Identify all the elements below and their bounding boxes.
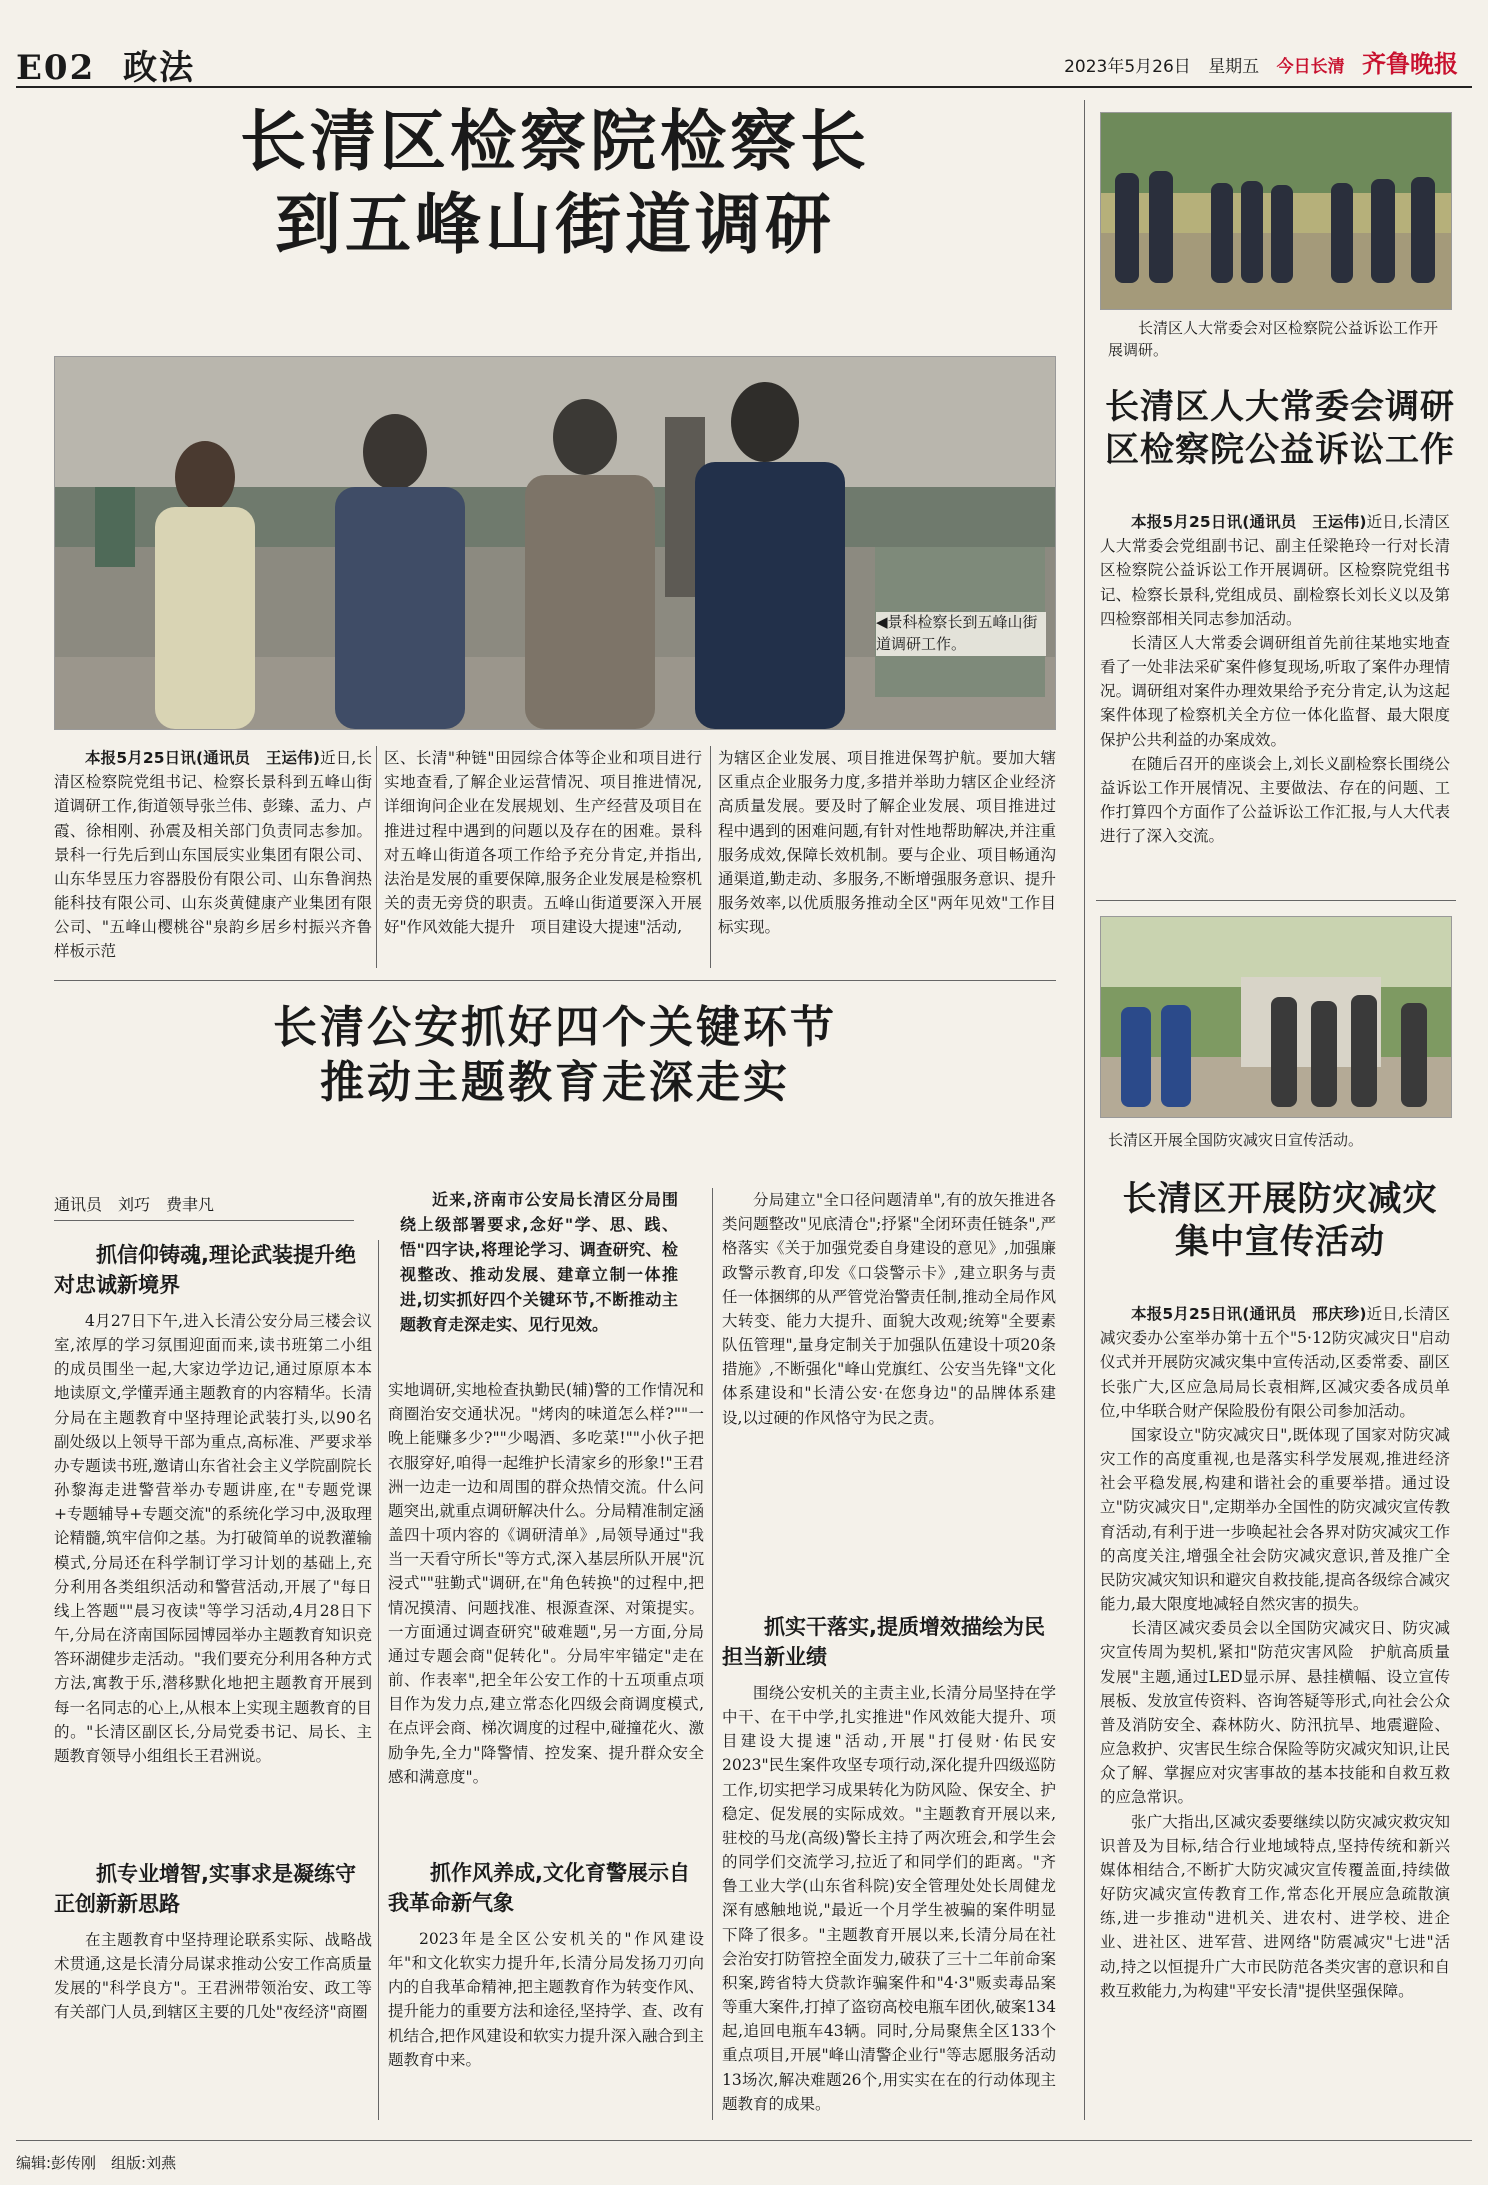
article3-title-line2: 推动主题教育走深走实 [320, 1057, 790, 1108]
footer-rule [16, 2140, 1472, 2141]
article3-col3-text2 [722, 1681, 1056, 2113]
divider [378, 1240, 379, 2120]
article3-col3 [722, 1188, 1056, 2120]
article4-title-line2: 集中宣传活动 [1175, 1221, 1385, 1262]
header-rule [16, 86, 1472, 88]
article3-subhead4: 抓实干落实,提质增效描绘为民担当新业绩 [722, 1615, 1045, 1670]
article3-subhead3: 抓作风养成,文化育警展示自我革命新气象 [388, 1861, 690, 1916]
paper-logo: 齐鲁晚报 [1362, 49, 1458, 78]
article3-intro-text: 近来,济南市公安局长清区分局围绕上级部署要求,念好"学、思、践、悟"四字诀,将理论学习、调查研究、检视整改、推动发展、建章立制一体推进,切实抓好四个关键环节,不断推动主题教育走深走实、见行见效。 [400, 1190, 678, 1334]
article4-text-p3: 长清区减灾委员会以全国防灾减灾日、防灾减灾宣传周为契机,紧扣"防范灾害风险 护航高质量发展"主题,通过LED显示屏、悬挂横幅、设立宣传展板、发放宣传资料、咨询答疑等形式,向社会公众普及消防安全、森林防火、防汛抗旱、地震避险、应急救护、灾害民生综合保险等防灾减灾知识,让民众了解、掌握应对灾害事故的基本技能和自救互救的应急常识。 [1100, 1619, 1450, 1807]
article3-title-line1: 长清公安抓好四个关键环节 [273, 1002, 837, 1053]
divider [712, 1188, 713, 2120]
article4-photo [1100, 916, 1452, 1118]
footer-editor: 编辑:彭传刚 组版:刘燕 [16, 2154, 177, 2172]
article1-text-col2: 区、长清"种链"田园综合体等企业和项目进行实地查看,了解企业运营情况、项目推进情况,详细询问企业在发展规划、生产经营及项目在推进过程中遇到的问题以及存在的困难。景科对五峰山街道各项工作给予充分肯定,并指出,法治是发展的重要保障,服务企业发展是检察机关的责无旁贷的职责。五峰山街道要深入开展好"作风效能大提升 项目建设大提速"活动, [384, 749, 702, 937]
article3-col2-text2 [388, 1927, 704, 2097]
article4-headline [1098, 1178, 1462, 1263]
article2-body [1100, 510, 1450, 880]
article3-subhead1: 抓信仰铸魂,理论武装提升绝对忠诚新境界 [54, 1243, 356, 1298]
article3-col2 [388, 1378, 704, 2120]
article3-text-col1a: 4月27日下午,进入长清公安分局三楼会议室,浓厚的学习氛围迎面而来,读书班第二小组的成员围坐一起,大家边学边记,通过原原本本地读原文,学懂弄通主题教育的内容精华。长清分局在主题教育中坚持理论武装打头,以90名副处级以上领导干部为重点,高标准、严要求举办专题读书班,邀请山东省社会主义学院副院长孙黎海走进警营举办专题讲座,在"专题党课+专题辅导+专题交流"的系统化学习中,汲取理论精髓,筑牢信仰之基。为打破简单的说教灌输模式,分局还在科学制订学习计划的基础上,充分利用各类组织活动和警营活动,开展了"每日线上答题""晨习夜读"等学习活动,4月28日下午,分局在济南国际园博园举办主题教育知识竞答环湖健步走活动。"我们要充分利用各种方式方法,寓教于乐,潜移默化地把主题教育开展到每一名同志的心上,从根本上实现主题教育的目的。"长清区副区长,分局党委书记、局长、主题教育领导小组组长王君洲说。 [54, 1311, 372, 1765]
article1-col3 [718, 746, 1056, 966]
article4-text-p1: 近日,长清区减灾委办公室举办第十五个"5·12防灾减灾日"启动仪式并开展防灾减灾集中宣传活动,区委常委、副区长张广大,区应急局局长袁相辉,区减灾委各成员单位,中华联合财产保险股份有限公司参加活动。 [1100, 1305, 1450, 1420]
article3-text-col3b: 围绕公安机关的主责主业,长清分局坚持在学中干、在干中学,扎实推进"作风效能大提升、项目建设大提速"活动,开展"打侵财·佑民安2023"民生案件攻坚专项行动,深化提升四级巡防工作,切实把学习成果转化为防风险、保安全、护稳定、促发展的实际成效。"主题教育开展以来,驻校的马龙(高级)警长主持了两次班会,和学生会的同学们交流学习,拉近了和同学们的距离。"齐鲁工业大学(山东省科院)安全管理处处长周健龙深有感触地说,"最近一个月学生被骗的案件明显下降了很多。"主题教育开展以来,长清分局在社会治安打防管控全面发力,破获了三十二年前命案积案,跨省特大贷款诈骗案件和"4·3"贩卖毒品案等重大案件,打掉了盗窃高校电瓶车团伙,破案134起,追回电瓶车43辆。同时,分局聚焦全区133个重点项目,开展"峰山清警企业行"等志愿服务活动13场次,解决难题26个,用实实在在的行动体现主题教育的成果。 [722, 1683, 1056, 2113]
article3-headline [60, 1000, 1050, 1110]
article4-title-line1: 长清区开展防灾减灾 [1122, 1179, 1438, 1219]
article3-col1 [54, 1240, 372, 2120]
article4-text-p4: 张广大指出,区减灾委要继续以防灾减灾救灾知识普及为目标,结合行业地域特点,坚持传统和新兴媒体相结合,不断扩大防灾减灾宣传覆盖面,持续做好防灾减灾宣传教育工作,常态化开展应急疏散演练,进一步推动"进机关、进农村、进学校、进企业、进社区、进军营、进网络"防震减灾"七进"活动,持之以恒提升广大市民防范各类灾害的意识和自救互救能力,为构建"平安长清"提供坚强保障。 [1100, 1812, 1450, 2000]
article3-col1-text2 [54, 1928, 372, 2098]
divider [376, 746, 377, 968]
article1-col1 [54, 746, 372, 966]
section-label [16, 40, 195, 89]
article3-text-col3a: 分局建立"全口径问题清单",有的放矢推进各类问题整改"见底清仓";抒紧"全闭环责任链条",严格落实《关于加强党委自身建设的意见》,加强廉政警示教育,印发《口袋警示卡》,建立职务与责任一体捆绑的从严管党治警责任制,推动全局作风大转变、能力大提升、面貌大改观;统筹"全要素队伍管理",量身定制关于加强队伍建设十项20条措施》,不断强化"峰山党旗红、公安当先锋"文化体系建设和"长清公安·在您身边"的品牌体系建设,以过硬的作风恪守为民之责。 [722, 1191, 1056, 1427]
article1-title-line2: 到五峰山街道调研 [275, 184, 835, 263]
article2-title-line1: 长清区人大常委会调研 [1105, 387, 1455, 427]
article2-text-p3: 在随后召开的座谈会上,刘长义副检察长围绕公益诉讼工作开展情况、主要做法、存在的问题、工作打算四个方面作了公益诉讼工作汇报,与人大代表进行了深入交流。 [1100, 754, 1450, 846]
section-name: 政法 [123, 48, 196, 88]
article2-text-p1: 近日,长清区人大常委会党组副书记、副主任梁艳玲一行对长清区检察院公益诉讼工作开展调研。区检察院党组书记、检察长景科,党组成员、副检察长刘长义以及第四检察部相关同志参加活动。 [1100, 513, 1450, 628]
article1-col2 [384, 746, 702, 966]
article2-photo-caption: 长清区人大常委会对区检察院公益诉讼工作开展调研。 [1108, 319, 1439, 359]
article1-text-col1: 近日,长清区检察院党组书记、检察长景科到五峰山街道调研工作,街道领导张兰伟、彭臻、孟力、卢霞、徐相刚、孙震及相关部门负责同志参加。景科一行先后到山东国辰实业集团有限公司、山东华昱压力容器股份有限公司、山东鲁润热能科技有限公司、山东炎黄健康产业集团有限公司、"五峰山樱桃谷"泉韵乡居乡村振兴齐鲁样板示范 [54, 749, 372, 961]
article3-col2-text [388, 1378, 704, 1848]
edition-name: 今日长清 [1276, 57, 1345, 77]
date-bar [1052, 44, 1458, 79]
article2-text-p2: 长清区人大常委会调研组首先前往某地实地查看了一处非法采矿案件修复现场,听取了案件办理情况。调研组对案件办理效果给予充分肯定,认为这起案件体现了检察机关全方位一体化监督、最大限度保护公共利益的办案成效。 [1100, 633, 1450, 749]
section-code: E02 [16, 48, 96, 88]
article3-col3-text [722, 1188, 1056, 1598]
article1-headline [60, 100, 1050, 265]
article2-title-line2: 区检察院公益诉讼工作 [1105, 429, 1455, 470]
divider [710, 746, 711, 968]
article3-intro [400, 1188, 678, 1360]
article4-text-p2: 国家设立"防灾减灾日",既体现了国家对防灾减灾工作的高度重视,也是落实科学发展观,推进经济社会平稳发展,构建和谐社会的重要举措。通过设立"防灾减灾日",定期举办全国性的防灾减灾宣传教育活动,有利于进一步唤起社会各界对防灾减灾工作的高度关注,增强全社会防灾减灾意识,普及推广全民防灾减灾知识和避灾自救技能,提高各级综合减灾能力,最大限度地减轻自然灾害的损失。 [1100, 1425, 1450, 1614]
article3-subhead2: 抓专业增智,实事求是凝练守正创新新思路 [54, 1861, 356, 1917]
divider [54, 1220, 354, 1221]
divider [1084, 100, 1085, 2120]
article1-photo [54, 356, 1056, 730]
article2-dateline: 本报5月25日讯(通讯员 王运伟) [1131, 513, 1367, 531]
article1-title-line1: 长清区检察院检察长 [240, 102, 870, 180]
issue-weekday: 星期五 [1208, 57, 1260, 77]
article2-headline [1098, 386, 1462, 471]
article2-photo [1100, 112, 1452, 310]
divider [1096, 900, 1456, 901]
article4-photo-caption: 长清区开展全国防灾减灾日宣传活动。 [1108, 1131, 1364, 1149]
article1-text-col3: 为辖区企业发展、项目推进保驾护航。要加大辖区重点企业服务力度,多措并举助力辖区企业经济高质量发展。要及时了解企业发展、项目推进过程中遇到的困难问题,有针对性地帮助解决,并注重服务成效,保障长效机制。要与企业、项目畅通沟通渠道,勤走动、多服务,不断增强服务意识、提升服务效率,以优质服务推动全区"两年见效"工作目标实现。 [718, 749, 1056, 937]
divider [54, 980, 1056, 981]
article4-dateline: 本报5月25日讯(通讯员 邢庆珍) [1131, 1305, 1367, 1323]
article4-body [1100, 1302, 1450, 2120]
article1-dateline: 本报5月25日讯(通讯员 王运伟) [85, 749, 320, 767]
issue-date: 2023年5月26日 [1064, 57, 1191, 77]
article3-text-col2b: 2023年是全区公安机关的"作风建设年"和文化软实力提升年,长清分局发扬刀刃向内的自我革命精神,把主题教育作为转变作风、提升能力的重要方法和途径,坚持学、查、改有机结合,把作风建设和软实力提升深入融合到主题教育中来。 [388, 1929, 704, 2069]
article1-photo-caption: ◀景科检察长到五峰山街道调研工作。 [876, 612, 1046, 656]
article3-text-col2a: 实地调研,实地检查执勤民(辅)警的工作情况和商圈治安交通状况。"烤肉的味道怎么样?""一晚上能赚多少?""少喝酒、多吃菜!""小伙子把衣服穿好,咱得一起维护长清家乡的形象!"王君洲一边走一边和周围的群众热情交流。什么问题突出,就重点调研解决什么。分局精准制定涵盖四十项内容的《调研清单》,局领导通过"我当一天看守所长"等方式,深入基层所队开展"沉浸式""驻勤式"调研,在"角色转换"的过程中,把情况摸清、问题找准、根源查深、对策提实。一方面通过调查研究"破难题",另一方面,分局通过专题会商"促转化"。分局牢牢锚定"走在前、作表率",把全年公安工作的十五项重点项目作为发力点,建立常态化四级会商调度模式,在点评会商、梯次调度的过程中,碰撞花火、激励争先,全力"降警情、控发案、提升群众安全感和满意度"。 [388, 1381, 704, 1786]
article3-col1-text [54, 1309, 372, 1849]
article3-text-col1b: 在主题教育中坚持理论联系实际、战略战术贯通,这是长清分局谋求推动公安工作高质量发展的"科学良方"。王君洲带领治安、政工等有关部门人员,到辖区主要的几处"夜经济"商圈 [54, 1930, 372, 2022]
article3-byline: 通讯员 刘巧 费聿凡 [54, 1195, 215, 1214]
